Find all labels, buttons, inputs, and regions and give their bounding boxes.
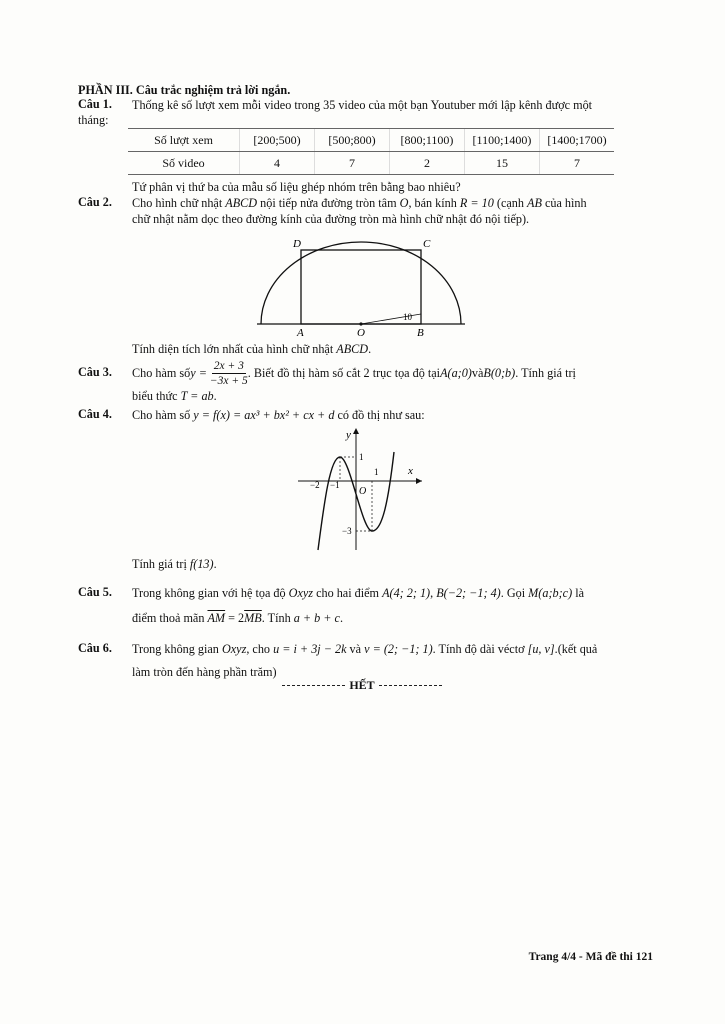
table-cell: 15: [465, 152, 540, 175]
table-cell: 7: [315, 152, 390, 175]
q2-semicircle-figure: [255, 232, 467, 340]
label-B: B: [417, 327, 424, 339]
table-cell: [1100;1400): [465, 129, 540, 152]
origin-label: O: [359, 486, 367, 497]
q1-question: Tứ phân vị thứ ba của mẫu số liệu ghép nhóm trên bằng bao nhiêu?: [132, 180, 461, 194]
q5-label: Câu 5.: [78, 585, 112, 599]
radius-label: 10: [403, 312, 412, 322]
q5-text-line1: Trong không gian với hệ tọa độ Oxyz cho hai điểm A(4; 2; 1), B(−2; −1; 4). Gọi M(a;b;c) là: [132, 586, 584, 600]
y-axis-label: y: [346, 429, 351, 441]
page-footer: Trang 4/4 - Mã đề thi 121: [528, 951, 653, 963]
q4-question: Tính giá trị f(13).: [132, 557, 217, 571]
q4-label: Câu 4.: [78, 407, 112, 421]
q3-label: Câu 3.: [78, 365, 112, 379]
table-cell: [1400;1700): [540, 129, 615, 152]
q3-fraction: $\frac{2x + 3}{-3x + 5}$: [209, 359, 248, 387]
q1-text-line2: tháng:: [78, 113, 109, 127]
table-cell: 4: [240, 152, 315, 175]
q6-text-line2: làm tròn đến hàng phần trăm): [132, 665, 277, 679]
center-dot: [359, 322, 362, 325]
q6-label: Câu 6.: [78, 641, 112, 655]
end-dash-left: [282, 685, 345, 686]
q3-text-line2: biểu thức T = ab.: [132, 389, 217, 403]
q4-cubic-graph: [290, 424, 430, 554]
q3-text-line1: Cho hàm số y = $\frac{2x + 3}{-3x + 5}$ . Biết đồ thị hàm số cắt 2 trục tọa độ tại A(a;0) và B(0;b) . Tính giá trị: [132, 359, 576, 387]
table-header-views: Số lượt xem: [128, 129, 240, 152]
table-cell: [500;800): [315, 129, 390, 152]
q6-text-line1: Trong không gian Oxyz, cho u = i + 3j − 2k và v = (2; −1; 1). Tính độ dài véctơ [u, v].(kết quả: [132, 642, 598, 656]
section-title: PHẦN III. Câu trắc nghiệm trả lời ngắn.: [78, 83, 291, 97]
table-cell: [200;500): [240, 129, 315, 152]
table-cell: [800;1100): [390, 129, 465, 152]
table-header-videos: Số video: [128, 152, 240, 175]
q1-label: Câu 1.: [78, 97, 112, 111]
tick-y-1: 1: [359, 452, 364, 462]
end-mark: HẾT: [282, 678, 442, 693]
q2-text-line1: Cho hình chữ nhật ABCD nội tiếp nửa đường tròn tâm O, bán kính R = 10 (cạnh AB của hình: [132, 196, 587, 210]
y-axis-arrow-icon: [353, 428, 359, 434]
table-row: [128, 152, 614, 175]
tick-y-neg3: −3: [342, 526, 352, 536]
tick-x-neg2: −2: [310, 480, 320, 490]
q5-text-line2: điểm thoả mãn $\overline{AM} = 2\overline{MB}$. Tính a + b + c.: [132, 611, 343, 625]
tick-x-neg1: −1: [330, 480, 340, 490]
label-D: D: [293, 238, 301, 250]
q4-text: Cho hàm số y = f(x) = ax³ + bx² + cx + d có đồ thị như sau:: [132, 408, 425, 422]
table-row: [128, 129, 614, 152]
end-dash-right: [379, 685, 442, 686]
x-axis-arrow-icon: [416, 478, 422, 484]
label-C: C: [423, 238, 431, 250]
tick-x-1: 1: [374, 467, 379, 477]
table-cell: 7: [540, 152, 615, 175]
semicircle-arc: [261, 242, 461, 324]
radius-line: [361, 314, 421, 324]
q2-question: Tính diện tích lớn nhất của hình chữ nhật ABCD.: [132, 342, 372, 356]
q2-label: Câu 2.: [78, 195, 112, 209]
table-cell: 2: [390, 152, 465, 175]
q1-text-line1: Thống kê số lượt xem mỗi video trong 35 video của một bạn Youtuber mới lập kênh được một: [132, 98, 593, 112]
label-A: A: [297, 327, 304, 339]
x-axis-label: x: [408, 465, 413, 477]
q1-stats-table: [128, 128, 614, 175]
q2-text-line2: chữ nhật nằm dọc theo đường kính của đường tròn mà hình chữ nhật đó nội tiếp).: [132, 212, 530, 226]
label-O: O: [357, 327, 365, 339]
